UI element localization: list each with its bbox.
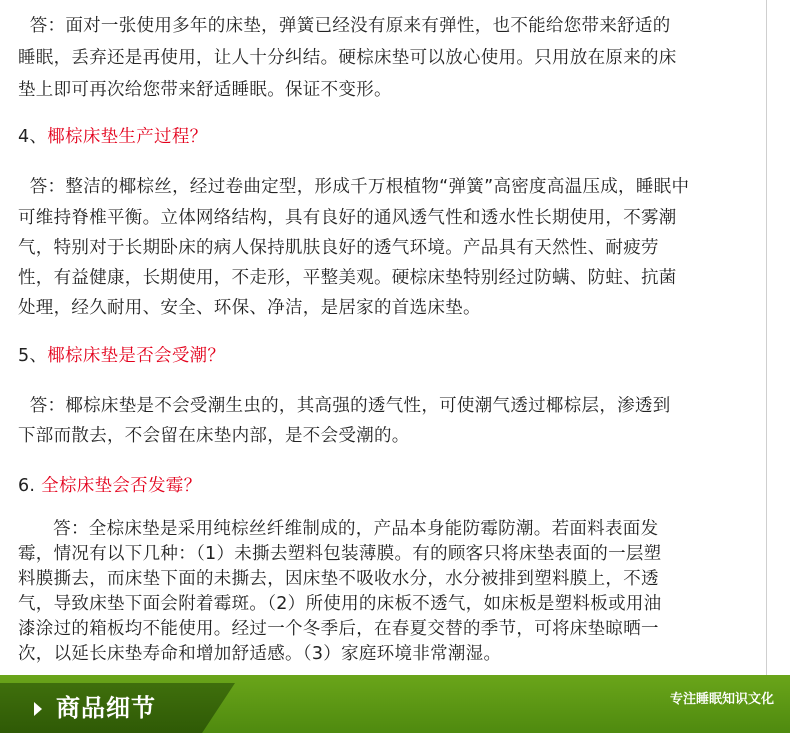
question-number: 5、 [18, 346, 48, 366]
answer-line: 答：椰棕床垫是不会受潮生虫的，其高强的透气性，可使潮气透过椰棕层，渗透到 [18, 396, 671, 416]
banner-slogan: 专注睡眠知识文化 [669, 692, 774, 707]
answer-line: 垫上即可再次给您带来舒适睡眠。保证不变形。 [18, 80, 392, 100]
content-right-border [766, 0, 767, 675]
answer-line: 气，特别对于长期卧床的病人保持肌肤良好的透气环境。产品具有天然性、耐疲劳 [18, 238, 659, 258]
answer-line: 答：整洁的椰棕丝，经过卷曲定型，形成千万根植物“弹簧”高密度高温压成，睡眠中 [18, 177, 690, 197]
question-6-heading [18, 472, 201, 500]
arrow-right-icon [34, 702, 42, 716]
product-details-banner [0, 675, 790, 733]
answer-line: 气，导致床垫下面会附着霉斑。（2）所使用的床板不透气，如床板是塑料板或用油 [18, 594, 662, 614]
question-text: 椰棕床垫是否会受潮？ [47, 346, 226, 366]
answer-line: 处理，经久耐用、安全、环保、净洁，是居家的首选床垫。 [18, 298, 481, 318]
answer-line: 性，有益健康，长期使用，不走形，平整美观。硬棕床垫特别经过防螨、防蛀、抗菌 [18, 268, 677, 288]
question-5-heading [18, 342, 225, 370]
answer-line: 答：面对一张使用多年的床垫，弹簧已经没有原来有弹性，也不能给您带来舒适的 [18, 16, 671, 36]
question-4-heading [18, 123, 207, 151]
question-text: 椰棕床垫生产过程？ [47, 127, 208, 147]
question-number: 6. [18, 476, 42, 496]
answer-line: 霉，情况有以下几种：（1）未撕去塑料包装薄膜。有的顾客只将床垫表面的一层塑 [18, 544, 662, 564]
answer-line: 次，以延长床垫寿命和增加舒适感。（3）家庭环境非常潮湿。 [18, 644, 502, 664]
answer-line: 料膜撕去，而床垫下面的未撕去，因床垫不吸收水分，水分被排到塑料膜上，不透 [18, 569, 659, 589]
question-text: 全棕床垫会否发霉？ [41, 476, 202, 496]
answer-line: 答：全棕床垫是采用纯棕丝纤维制成的，产品本身能防霉防潮。若面料表面发 [18, 519, 659, 539]
answer-line: 下部而散去，不会留在床垫内部，是不会受潮的。 [18, 426, 410, 446]
answer-line: 漆涂过的箱板均不能使用。经过一个冬季后，在春夏交替的季节，可将床垫晾晒一 [18, 619, 659, 639]
banner-title: 商品细节 [56, 694, 156, 722]
question-number: 4、 [18, 127, 48, 147]
answer-line: 可维持脊椎平衡。立体网络结构，具有良好的通风透气性和透水性长期使用，不雾潮 [18, 208, 677, 228]
answer-line: 睡眠，丢弃还是再使用，让人十分纠结。硬棕床垫可以放心使用。只用放在原来的床 [18, 48, 677, 68]
